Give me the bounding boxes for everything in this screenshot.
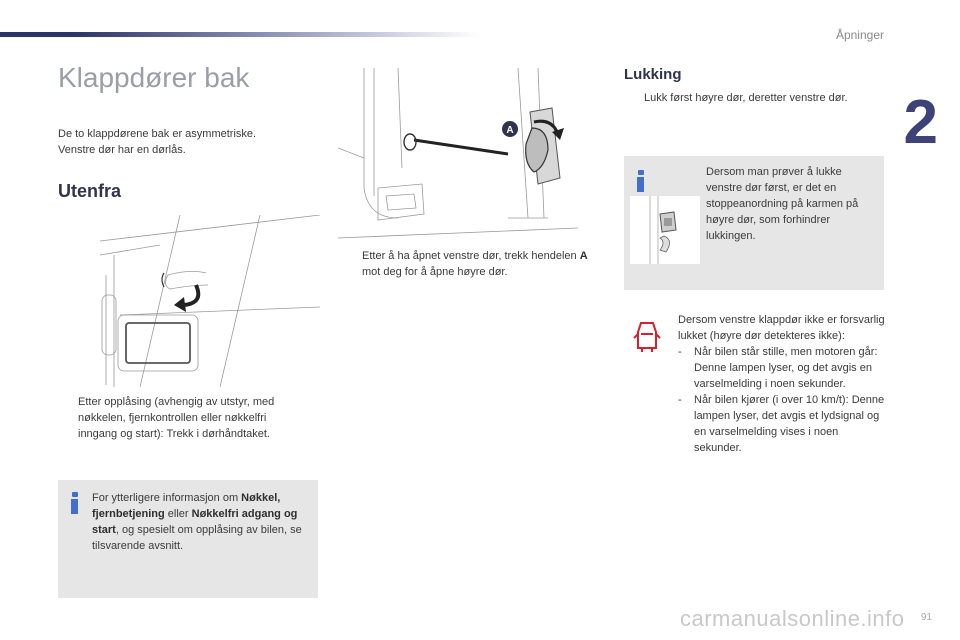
intro-text: [58, 126, 308, 158]
chapter-number: 2: [903, 88, 938, 157]
lever-a-label: A: [506, 125, 514, 136]
lever-a-illustration: [338, 68, 590, 242]
middle-step: [342, 248, 602, 280]
door-stopper-thumbnail: [630, 196, 700, 264]
warning-item-1: - Når bilen står stille, men motoren går: Denne lampen lyser, og det avgis en varselmelding i noen sekunder.: [678, 346, 878, 390]
utenfra-step-text: Etter opplåsing (avhengig av utstyr, med nøkkelen, fjernkontrollen eller nøkkelfri inngang og start): Trekk i dørhåndtaket.: [78, 396, 275, 440]
info-box-stopper-text: Dersom man prøver å lukke venstre dør først, er det en stoppeanordning på karmen på høyre dør, som forhindrer lukkingen.: [706, 166, 859, 242]
lukking-step-text: Lukk først høyre dør, deretter venstre dør.: [644, 92, 848, 104]
info-icon: [634, 170, 648, 192]
exterior-handle-illustration: [100, 215, 320, 387]
intro-line-1: De to klappdørene bak er asymmetriske.: [58, 128, 257, 140]
info-box-key: [58, 480, 318, 598]
header-gradient-bar: [0, 32, 480, 37]
warning-intro: Dersom venstre klappdør ikke er forsvarlig lukket (høyre dør detekteres ikke):: [678, 314, 885, 342]
watermark: carmanualsonline.info: [680, 606, 905, 631]
warning-text: [678, 312, 888, 456]
intro-line-2: Venstre dør har en dørlås.: [58, 144, 186, 156]
heading-utenfra: Utenfra: [58, 181, 122, 201]
heading-lukking: Lukking: [624, 66, 682, 83]
page-number: 91: [920, 612, 932, 623]
info-box-stopper: [624, 156, 884, 290]
lukking-step: [624, 90, 894, 106]
info-icon: [68, 492, 82, 514]
section-name: Åpninger: [835, 28, 884, 42]
warning-item-2: - Når bilen kjører (i over 10 km/t): Denne lampen lyser, det avgis et lydsignal og en varselmelding vises i noen sekunder.: [678, 394, 885, 454]
door-open-warning-icon: [632, 320, 662, 354]
utenfra-step: [58, 394, 308, 442]
middle-step-text: Etter å ha åpnet venstre dør, trekk hendelen A mot deg for å åpne høyre dør.: [362, 250, 588, 278]
page-title: Klappdører bak: [58, 62, 250, 93]
info-box-key-text: For ytterligere informasjon om Nøkkel, fjernbetjening eller Nøkkelfri adgang og start, og spesielt om opplåsing av bilen, se tilsvarende avsnitt.: [92, 492, 302, 552]
